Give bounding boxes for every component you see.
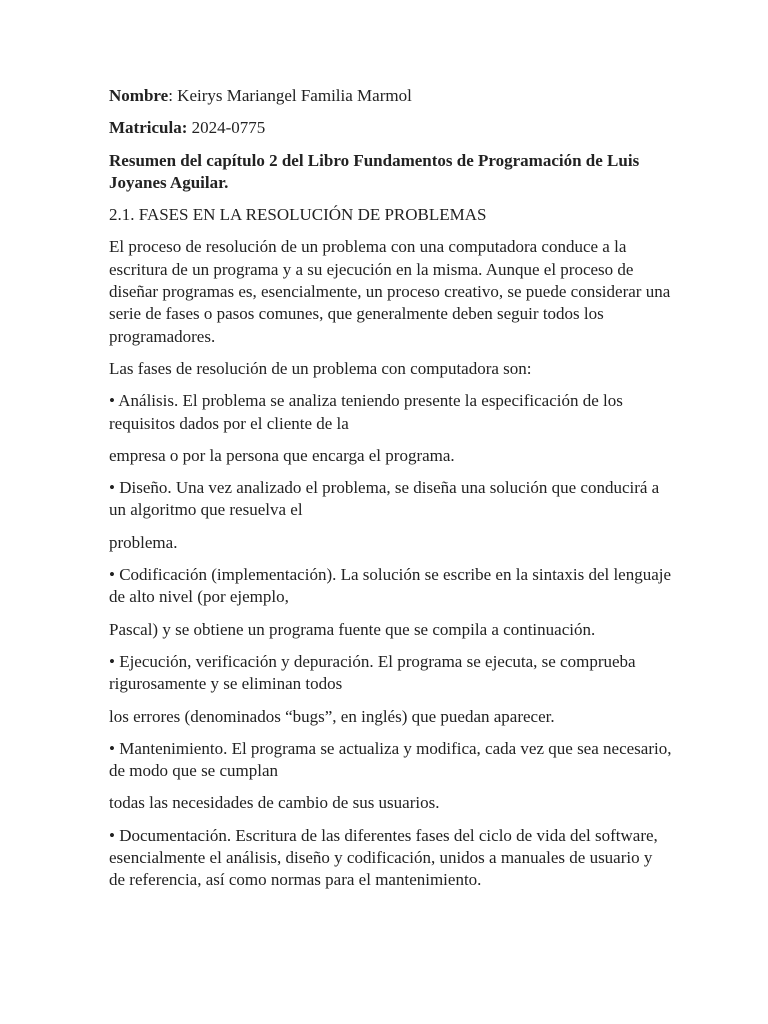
matricula-label: Matricula: bbox=[109, 118, 188, 138]
phase-coding: • Codificación (implementación). La solución se escribe en la sintaxis del lenguaje de alto nivel (por ejemplo, bbox=[109, 565, 672, 607]
name-value: : Keirys Mariangel Familia Marmol bbox=[168, 86, 412, 105]
phase-design: • Diseño. Una vez analizado el problema, se diseña una solución que conducirá a un algoritmo que resuelva el bbox=[109, 478, 660, 520]
phases-intro: Las fases de resolución de un problema con computadora son: bbox=[109, 358, 532, 378]
student-id bbox=[109, 117, 672, 139]
phase-coding-continuation: Pascal) y se obtiene un programa fuente que se compila a continuación. bbox=[109, 619, 596, 639]
student-name bbox=[109, 85, 672, 107]
phase-analysis: • Análisis. El problema se analiza teniendo presente la especificación de los requisitos dados por el cliente de la bbox=[109, 391, 623, 433]
section-heading: 2.1. FASES EN LA RESOLUCIÓN DE PROBLEMAS bbox=[109, 205, 487, 225]
phase-documentation: • Documentación. Escritura de las diferentes fases del ciclo de vida del software, esencialmente el análisis, diseño y codificación, unidos a manuales de usuario y de referencia, así como normas para el mantenimiento. bbox=[109, 825, 658, 890]
name-label: Nombre bbox=[109, 86, 169, 105]
phase-execution: • Ejecución, verificación y depuración. El programa se ejecuta, se comprueba rigurosamente y se eliminan todos bbox=[109, 651, 636, 694]
intro-paragraph: El proceso de resolución de un problema con una computadora conduce a la escritura de un programa y a su ejecución en la misma. Aunque el proceso de diseñar programas es, esencialmente, un proceso creativo, se puede considerar una serie de fases o pasos comunes, que generalmente deben seguir todos los programadores. bbox=[109, 237, 671, 346]
matricula-value: 2024-0775 bbox=[187, 118, 266, 138]
phase-maintenance-continuation: todas las necesidades de cambio de sus usuarios. bbox=[109, 793, 440, 813]
phase-maintenance: • Mantenimiento. El programa se actualiza y modifica, cada vez que sea necesario, de modo que se cumplan bbox=[109, 738, 672, 781]
phase-execution-continuation: los errores (denominados “bugs”, en inglés) que puedan aparecer. bbox=[109, 706, 555, 726]
phase-design-continuation: problema. bbox=[109, 532, 178, 552]
phase-analysis-continuation: empresa o por la persona que encarga el programa. bbox=[109, 445, 455, 465]
summary-title: Resumen del capítulo 2 del Libro Fundamentos de Programación de Luis Joyanes Aguilar. bbox=[109, 150, 640, 192]
